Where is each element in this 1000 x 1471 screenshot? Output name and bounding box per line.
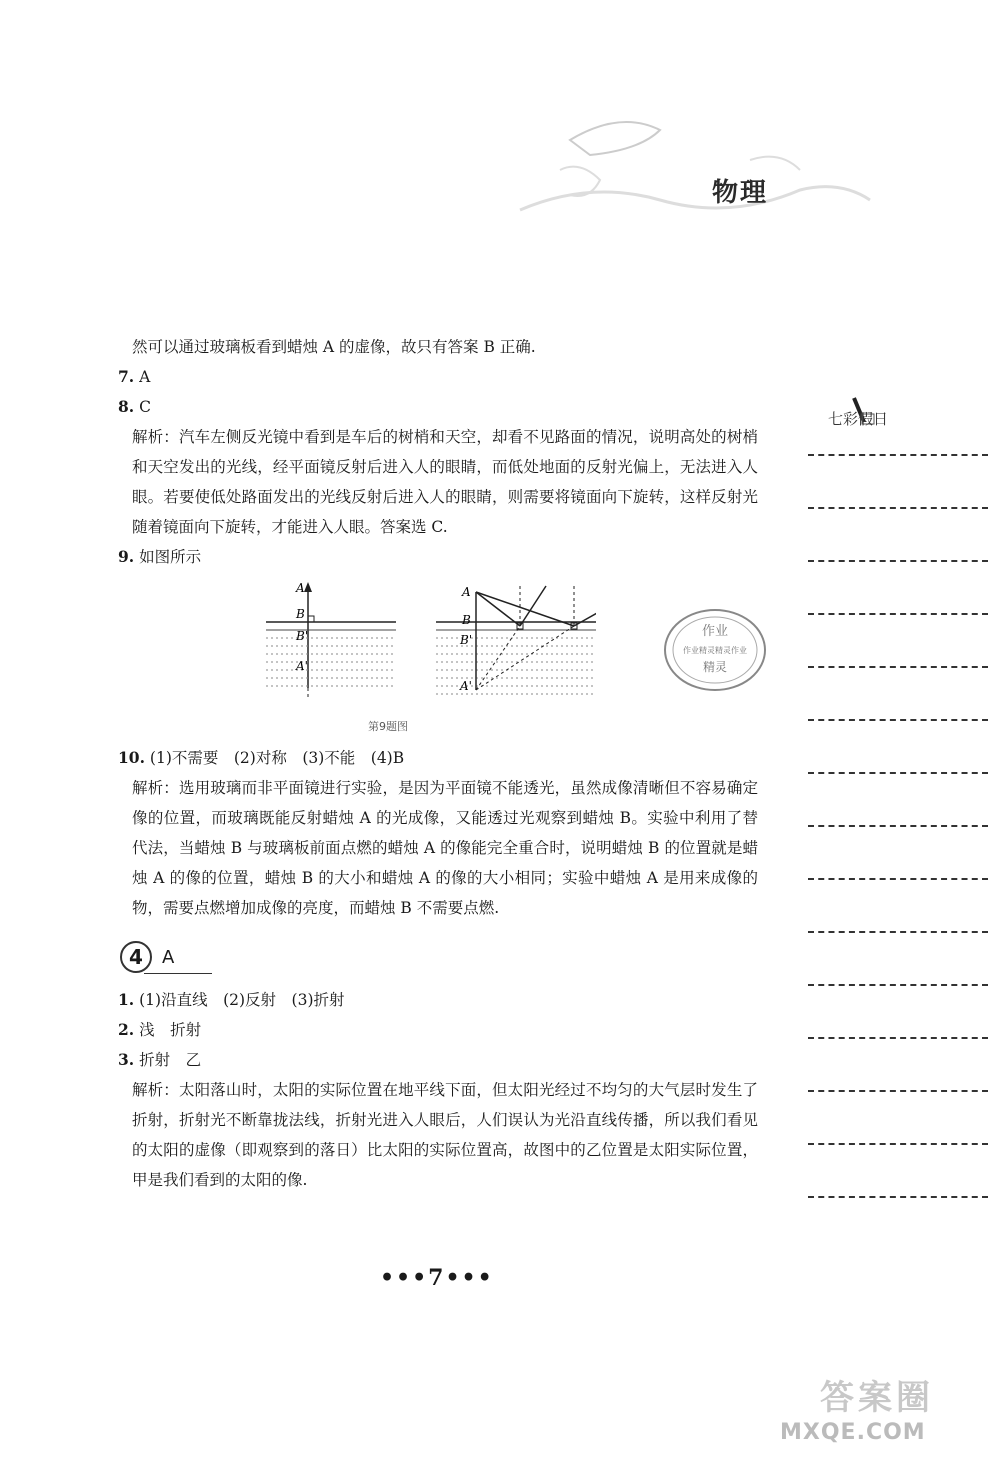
answer-9-number: 9. <box>118 547 135 566</box>
answer-10-explanation: 解析：选用玻璃而非平面镜进行实验，是因为平面镜不能透光，虽然成像清晰但不容易确定像的位置，而玻璃既能反射蜡烛 A 的光成像，又能透过光观察到蜡烛 B。实验中利用了替代法，当蜡烛 B 与玻璃板前面点燃的蜡烛 A 的像能完全重合时，说明蜡烛 B 的位置就是蜡烛 A 的像的位置，蜡烛 B 的大小和蜡烛 A 的像的大小相同；实验中蜡烛 A 是用来成像的物，需要点燃增加成像的亮度，而蜡烛 B 不需要点燃. <box>132 779 758 917</box>
left-diagram <box>266 581 396 698</box>
section-answer-2 <box>118 1015 758 1045</box>
mirror-diagram <box>266 578 596 718</box>
label-A-right: A <box>462 585 471 599</box>
note-line <box>808 825 988 827</box>
note-line <box>808 454 988 456</box>
answer-10-text: (1)不需要 (2)对称 (3)不能 (4)B <box>149 749 405 767</box>
section-answer-1-number: 1. <box>118 990 135 1009</box>
section-letter: A <box>162 947 175 968</box>
right-diagram <box>436 585 596 694</box>
watermark-logo: 答案圈 <box>820 1378 934 1418</box>
header-decoration <box>500 100 880 240</box>
section-answer-2-text: 浅 折射 <box>139 1021 202 1039</box>
label-Ap-left: A' <box>296 659 308 673</box>
note-line <box>808 984 988 986</box>
subject-title: 物理 <box>712 178 769 208</box>
section-answer-3-number: 3. <box>118 1050 135 1069</box>
note-line <box>808 719 988 721</box>
answer-8-text: C <box>139 398 151 416</box>
section-underline <box>144 973 212 974</box>
label-A-left: A <box>296 581 305 595</box>
note-line <box>808 1037 988 1039</box>
continued-explanation: 然可以通过玻璃板看到蜡烛 A 的虚像，故只有答案 B 正确. <box>132 338 536 356</box>
answer-7-text: A <box>139 368 151 386</box>
homework-stamp <box>660 605 770 695</box>
section-answer-3-text: 折射 乙 <box>139 1051 202 1069</box>
answer-content <box>118 332 758 1195</box>
stamp-line-1: 作业 <box>701 624 729 639</box>
note-line <box>808 613 988 615</box>
answer-7 <box>118 362 758 392</box>
answer-10-number: 10. <box>118 748 145 767</box>
label-B-left: B <box>296 607 305 621</box>
note-line <box>808 1196 988 1198</box>
label-Bp-left: B' <box>296 629 309 643</box>
sidebar-title: 七彩假日 <box>828 410 889 428</box>
note-line <box>808 878 988 880</box>
section-answer-1-text: (1)沿直线 (2)反射 (3)折射 <box>139 991 345 1009</box>
section-answer-1 <box>118 985 758 1015</box>
answer-9 <box>118 542 758 572</box>
page-number: •••7••• <box>380 1265 494 1291</box>
answer-8 <box>118 392 758 422</box>
note-line <box>808 1090 988 1092</box>
stamp-line-2: 作业精灵精灵作业 <box>683 646 747 655</box>
figure-caption: 第9题图 <box>368 720 408 733</box>
label-Ap-right: A' <box>460 679 472 693</box>
answer-9-text: 如图所示 <box>139 548 202 566</box>
note-line <box>808 931 988 933</box>
section-header <box>118 937 758 985</box>
stamp-line-3: 精灵 <box>702 660 728 674</box>
note-line <box>808 1143 988 1145</box>
answer-8-number: 8. <box>118 397 135 416</box>
note-line <box>808 560 988 562</box>
answer-7-number: 7. <box>118 367 135 386</box>
answer-8-explanation: 解析：汽车左侧反光镜中看到是车后的树梢和天空，却看不见路面的情况，说明高处的树梢和天空发出的光线，经平面镜反射后进入人的眼睛，而低处地面的反射光偏上，无法进入人眼。若要使低处路面发出的光线反射后进入人的眼睛，则需要将镜面向下旋转，这样反射光随着镜面向下旋转，才能进入人眼。答案选 C. <box>132 428 758 536</box>
answer-10 <box>118 743 758 773</box>
section-answer-3 <box>118 1045 758 1075</box>
label-Bp-right: B' <box>460 633 473 647</box>
note-line <box>808 772 988 774</box>
section-answer-2-number: 2. <box>118 1020 135 1039</box>
section-number-badge: 4 <box>120 941 152 973</box>
label-B-right: B <box>462 613 471 627</box>
note-line <box>808 666 988 668</box>
note-line <box>808 507 988 509</box>
section-answer-3-explanation: 解析：太阳落山时，太阳的实际位置在地平线下面，但太阳光经过不均匀的大气层时发生了折射，折射光不断靠拢法线，折射光进入人眼后，人们误认为光沿直线传播，所以我们看见的太阳的虚像（即观察到的落日）比太阳的实际位置高，故图中的乙位置是太阳实际位置，甲是我们看到的太阳的像. <box>132 1081 758 1189</box>
watermark-site: MXQE.COM <box>780 1420 926 1445</box>
